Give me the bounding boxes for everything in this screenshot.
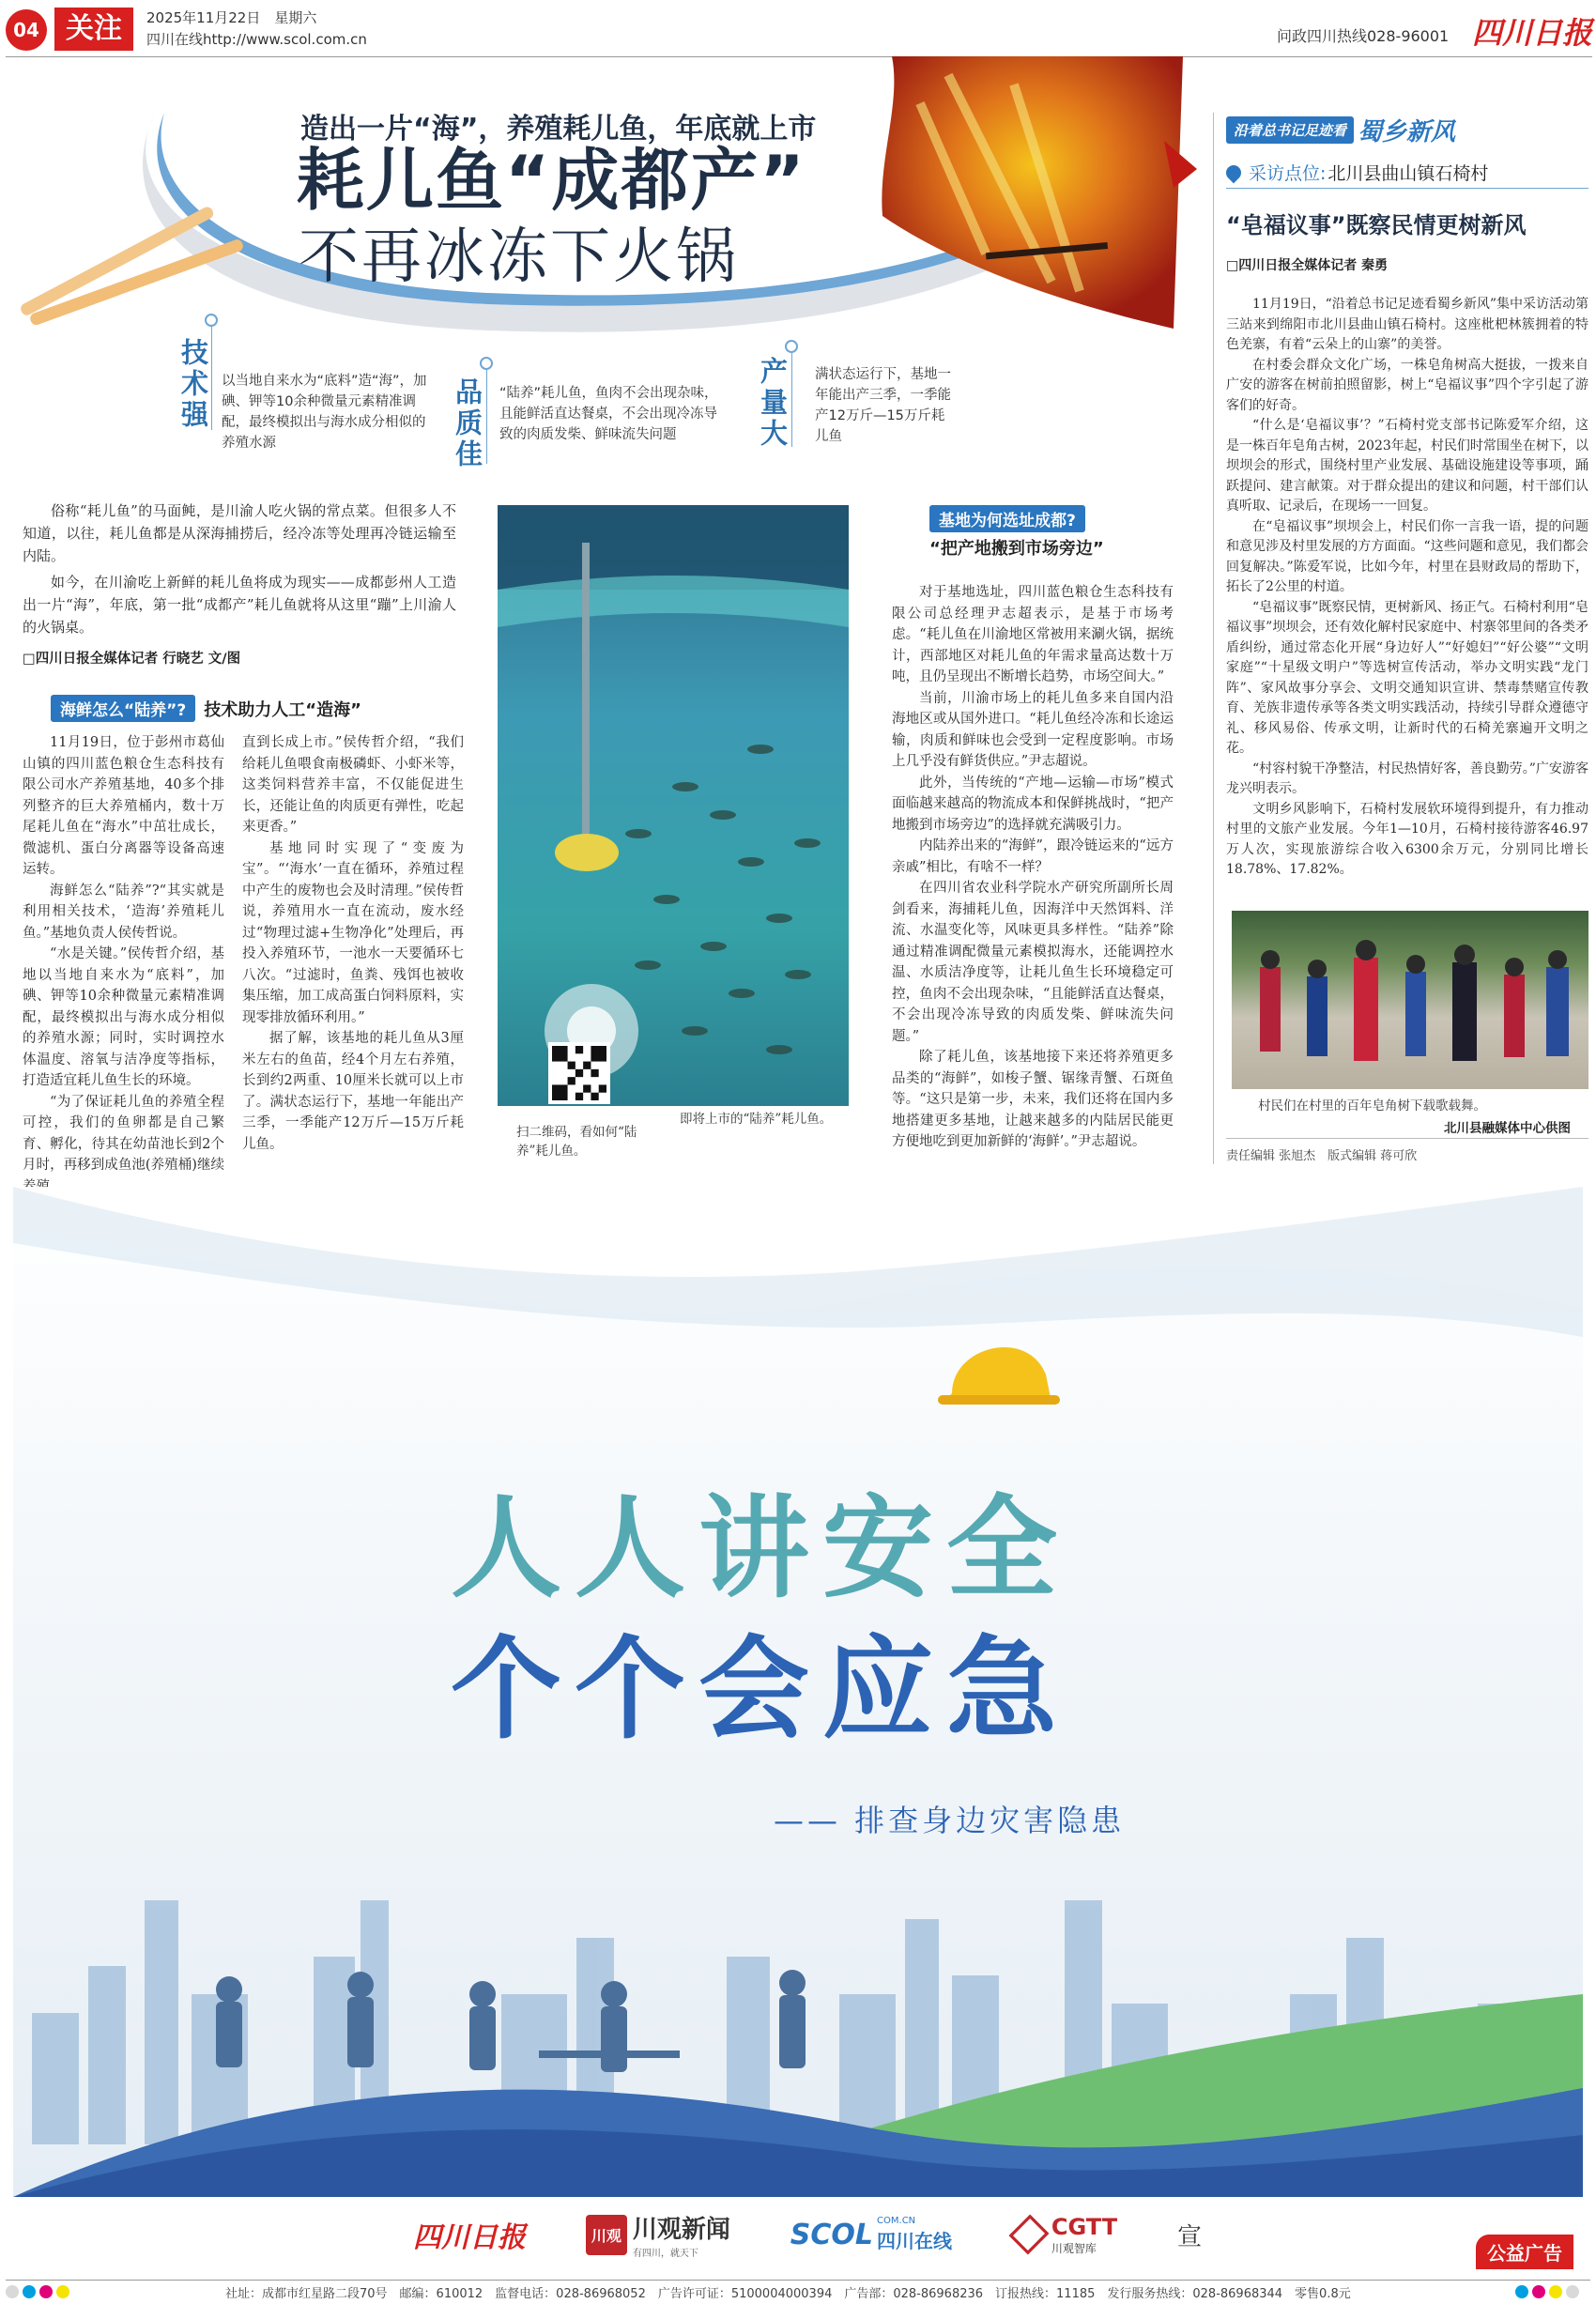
- public-ad-corner-label: 公益广告: [1476, 2235, 1573, 2269]
- series-tag-main: 蜀乡新风: [1358, 117, 1456, 146]
- sidebar-para: 在村委会群众文化广场，一株皂角树高大挺拔，一拨来自广安的游客在树前拍照留影，树上“皂福议事”四个字引起了游客们的好奇。: [1226, 357, 1588, 413]
- col3-para: 此外，当传统的“产地—运输—市场”模式面临越来越高的物流成本和保鲜挑战时，“把产地搬到市场旁边”的选择就充满吸引力。: [892, 775, 1174, 833]
- logo-chuanguan-tag: 有四川，就天下: [632, 2249, 698, 2259]
- logo-chuanguan: [586, 2210, 730, 2259]
- editor-rule: [1226, 1138, 1588, 1139]
- feature-dot-3: [785, 340, 798, 353]
- ad-tagline: —— 排查身边灾害隐患: [774, 1803, 1126, 1838]
- feature-dot-2: [480, 357, 493, 370]
- col2-para: 基地同时实现了“变废为宝”。“‘海水’一直在循环，养殖过程中产生的废物也会及时清理。”侯传哲说，养殖用水一直在流动，废水经过“物理过滤+生物净化”处理后，再投入养殖环节，一池水一天要循环七八次。“过滤时，鱼粪、残饵也被收集压缩，加工成高蛋白饲料原料，实现零排放循环利用。”: [242, 840, 464, 1025]
- logo-sichuan-daily: 四川日报: [413, 2221, 526, 2254]
- masthead: [0, 0, 1596, 58]
- col1-para: “水是关键。”侯传哲介绍，基地以当地自来水为“底料”，加碘、钾等10余种微量元素精准调配，最终模拟出与海水成分相似的养殖水源；同时，实时调控水体温度、溶氧与洁净度等指标，打造适宜耗儿鱼生长的环境。: [23, 946, 224, 1088]
- page-number: 04: [6, 9, 47, 51]
- fish-tank-photo: [498, 505, 849, 1106]
- location-label: 采访点位:: [1249, 163, 1327, 184]
- logo-cgtt-icon: [1008, 2215, 1049, 2255]
- lead-kicker: 造出一片“海”，养殖耗儿鱼，年底就上市: [300, 113, 817, 146]
- feature-label-3: 产量大: [757, 357, 789, 450]
- logo-chuanguan-text: 川观新闻: [632, 2216, 730, 2244]
- col3-para: 对于基地选址，四川蓝色粮仓生态科技有限公司总经理尹志超表示，是基于市场考虑。“耗儿鱼在川渝地区常被用来涮火锅，据统计，西部地区对耗儿鱼的年需求量高达数十万吨，且仍呈现出不断增长趋势，市场空间大。”: [892, 585, 1174, 684]
- location-underline: [1226, 188, 1588, 189]
- logo-cgtt: [1012, 2214, 1117, 2256]
- lead-subhead: 不再冰冻下火锅: [299, 223, 739, 292]
- section1-title: 技术助力人工“造海”: [204, 700, 361, 720]
- section-label: 关注: [54, 8, 133, 51]
- feature-dot-1: [205, 314, 218, 327]
- feature-text-2: “陆养”耗儿鱼，鱼肉不会出现杂味，且能鲜活直达餐桌，不会出现冷冻导致的肉质发柴、鲜味流失问题: [499, 386, 718, 442]
- footer-info: 社址：成都市红星路二段70号 邮编：610012 监督电话：028-86968052 广告许可证：5100004000394 广告部：028-86968236 订报热线：11185 发行服务热线：028-86968344 零售0.8元: [225, 2287, 1351, 2301]
- cmyk-dot: [23, 2285, 36, 2298]
- intro-para-2: 如今，在川渝吃上新鲜的耗儿鱼将成为现实——成都彭州人工造出一片“海”，年底，第一批“成都产”耗儿鱼就将从这里“蹦”上川渝人的火锅桌。: [23, 574, 456, 636]
- sidebar-para: 11月19日，“沿着总书记足迹看蜀乡新风”集中采访活动第三站来到绵阳市北川县曲山镇石椅村。这座枇杷林簇拥着的特色羌寨，有着“云朵上的山寨”的美誉。: [1226, 297, 1588, 352]
- intro-para-1: 俗称“耗儿鱼”的马面鲀，是川渝人吃火锅的常点菜。但很多人不知道，以往，耗儿鱼都是从深海捕捞后，经冷冻等处理再冷链运输至内陆。: [23, 502, 456, 564]
- col3-para: 当前，川渝市场上的耗儿鱼多来自国内沿海地区或从国外进口。“耗儿鱼经冷冻和长途运输，肉质和鲜味也会受到一定程度影响。市场上几乎没有鲜货供应。”尹志超说。: [892, 690, 1174, 769]
- logo-scol-domain: COM.CN: [877, 2216, 916, 2226]
- dance-photo-credit: 北川县融媒体中心供图: [1444, 1121, 1571, 1136]
- col3-para: 内陆养出来的“海鲜”，跟冷链运来的“远方亲戚”相比，有啥不一样？: [892, 838, 1174, 875]
- cmyk-dot: [1532, 2285, 1545, 2298]
- sponsor-logos: [413, 2206, 1202, 2263]
- sidebar-para: 文明乡风影响下，石椅村发展软环境得到提升，有力推动村里的文旅产业发展。今年1—10月，石椅村接待游客46.97万人次，实现旅游综合收入6300余万元，分别同比增长18.78%、17.82%。: [1226, 801, 1588, 877]
- section2-heading: [929, 505, 1085, 532]
- lead-col-3: [892, 582, 1174, 1153]
- hotline: 问政四川热线028-96001: [1277, 27, 1450, 45]
- sidebar-para: 在“皂福议事”坝坝会上，村民们你一言我一语，提的问题和意见涉及村里发展的方方面面。“这些问题和意见，我们都会回复解决。”陈爱军说，比如今年，村里在县财政局的帮助下，拓长了2公里的村道。: [1226, 518, 1588, 594]
- col3-para: 除了耗儿鱼，该基地接下来还将养殖更多品类的“海鲜”，如梭子蟹、锯缘青蟹、石斑鱼等。“这只是第一步，未来，我们还将在国内多地搭建更多基地，让越来越多的内陆居民能更方便地吃到更加新鲜的‘海鲜’。”尹志超说。: [892, 1050, 1174, 1149]
- logo-scol: [790, 2216, 952, 2253]
- series-tag-prefix: 沿着总书记足迹看: [1226, 116, 1354, 144]
- dance-photo-caption: 村民们在村里的百年皂角树下载歌载舞。: [1258, 1098, 1486, 1114]
- feature-label-1: 技术强: [177, 338, 209, 431]
- col1-para: 11月19日，位于彭州市葛仙山镇的四川蓝色粮仓生态科技有限公司水产养殖基地，40多个排列整齐的巨大养殖桶内，数十万尾耗儿鱼在“海水”中茁壮成长，微滤机、蛋白分离器等设备高速运转。: [23, 735, 224, 877]
- qr-code-pattern: [552, 1046, 606, 1100]
- paper-logo: 四川日报: [1472, 15, 1593, 51]
- registration-dots-right: [1515, 2285, 1579, 2298]
- sidebar-para: “皂福议事”既察民情，更树新风、扬正气。石椅村利用“皂福议事”坝坝会，还有效化解村民家庭中、村寨邻里间的各类矛盾纠纷，通过常态化开展“身边好人”“好媳妇”“好公婆”“文明家庭”“十星级文明户”等选树宣传活动，举办文明实践“龙门阵”、家风故事分享会、文明交通知识宣讲、禁毒禁赌宣传教育、羌族非遗传承等各类文明实践活动，持续引导群众遵德守礼、移风易俗、传承文明，让新时代的石椅羌寨遍开文明之花。: [1226, 599, 1588, 756]
- cmyk-dot: [1549, 2285, 1562, 2298]
- website-url: 四川在线http://www.scol.com.cn: [146, 31, 367, 48]
- section2-badge: 基地为何选址成都?: [929, 505, 1085, 532]
- qr-code[interactable]: [548, 1042, 610, 1104]
- feature-text-1: 以当地自来水为“底料”造“海”，加碘、钾等10余种微量元素精准调配，最终模拟出与海水成分相似的养殖水源: [222, 374, 427, 451]
- sidebar-headline: “皂福议事”既察民情更树新风: [1226, 212, 1527, 238]
- cmyk-dot: [56, 2285, 69, 2298]
- col3-para: 在四川省农业科学院水产研究所副所长周剑看来，海捕耗儿鱼，因海洋中天然饵料、洋流、水温变化等，风味更具多样性。“陆养”除通过精准调配微量元素模拟海水，还能调控水温、水质洁净度等，让耗儿鱼生长环境稳定可控，鱼肉不会出现杂味，“且能鲜活直达餐桌，不会出现冷冻导致的肉质发柴、鲜味流失问题。”: [892, 881, 1174, 1044]
- col1-para: 海鲜怎么“陆养”?“其实就是利用相关技术，‘造海’养殖耗儿鱼。”基地负责人侯传哲说。: [23, 883, 224, 941]
- lead-col-2: [242, 732, 464, 1155]
- series-tag: [1226, 111, 1455, 148]
- sidebar-para: “什么是‘皂福议事’？”石椅村党支部书记陈爱军介绍，这是一株百年皂角古树，2023年起，村民们时常围坐在树下，以坝坝会的形式，围绕村里产业发展、基础设施建设等事项，踊跃提问、建言献策。对于群众提出的建议和问题，村干部们认真听取、记录后，在现场一一回复。: [1226, 418, 1588, 514]
- registration-dots-left: [6, 2285, 69, 2298]
- col2-para: 据了解，该基地的耗儿鱼从3厘米左右的鱼苗，经4个月左右养殖，长到约2两重、10厘米长就可以上市了。满状态运行下，基地一年能出产三季，一季能产12万斤—15万斤耗儿鱼。: [242, 1031, 464, 1152]
- location-row: [1226, 160, 1488, 185]
- location-value: 北川县曲山镇石椅村: [1327, 163, 1489, 184]
- logo-scol-mark: SCOL: [790, 2218, 874, 2251]
- column-divider: [1213, 113, 1214, 1164]
- section2-title: “把产地搬到市场旁边”: [929, 539, 1104, 559]
- qr-caption: 扫二维码，看如何“陆养”耗儿鱼。: [516, 1125, 637, 1159]
- section1-heading: [51, 695, 464, 722]
- lead-intro: [23, 499, 456, 638]
- lead-byline: □四川日报全媒体记者 行晓艺 文/图: [23, 652, 241, 667]
- dance-photo-art: [1232, 911, 1588, 1089]
- cmyk-dot: [6, 2285, 19, 2298]
- issue-date: 2025年11月22日 星期六: [146, 9, 317, 26]
- photo-caption: 即将上市的“陆养”耗儿鱼。: [680, 1112, 833, 1127]
- sidebar-byline: □四川日报全媒体记者 秦勇: [1226, 258, 1389, 273]
- dance-photo: [1232, 911, 1588, 1089]
- safety-ad: [13, 1187, 1583, 2197]
- sidebar-body: [1226, 295, 1588, 881]
- lead-headline: 耗儿鱼“成都产”: [297, 141, 806, 220]
- editors-credit: 责任编辑 张旭杰 版式编辑 蒋可欣: [1226, 1149, 1418, 1163]
- logo-cgtt-text: CGTT: [1051, 2213, 1118, 2240]
- location-pin-icon: [1223, 161, 1245, 183]
- feature-label-2: 品质佳: [452, 377, 483, 470]
- cmyk-dot: [1566, 2285, 1579, 2298]
- cmyk-dot: [1515, 2285, 1528, 2298]
- ad-line-2: 个个会应急: [451, 1624, 1071, 1754]
- sidebar-para: “村容村貌干净整洁，村民热情好客，善良勤劳。”广安游客龙兴明表示。: [1226, 760, 1588, 796]
- fish-tank-art: [498, 505, 849, 1106]
- col2-para: 直到长成上市。”侯传哲介绍，“我们给耗儿鱼喂食南极磷虾、小虾米等，这类饲料营养丰富，不仅能促进生长，还能让鱼的肉质更有弹性，吃起来更香。”: [242, 735, 464, 835]
- ad-line-1: 人人讲安全: [451, 1483, 1071, 1613]
- section1-badge: 海鲜怎么“陆养”?: [51, 695, 195, 722]
- logo-scol-name: 四川在线: [877, 2230, 953, 2252]
- lead-col-1: [23, 732, 224, 1197]
- footer-rule: [6, 2280, 1590, 2281]
- logo-cgtt-sub: 川观智库: [1051, 2241, 1097, 2255]
- feature-text-3: 满状态运行下，基地一年能出产三季，一季能产12万斤—15万斤耗儿鱼: [815, 367, 951, 444]
- cmyk-dot: [39, 2285, 53, 2298]
- col1-para: “为了保证耗儿鱼的养殖全程可控，我们的鱼卵都是自己繁育、孵化，待其在幼苗池长到2个月时，再移到成鱼池(养殖桶)继续: [23, 1094, 224, 1173]
- promo-char: 宣: [1176, 2222, 1202, 2251]
- logo-chuanguan-badge: 川观: [586, 2215, 627, 2255]
